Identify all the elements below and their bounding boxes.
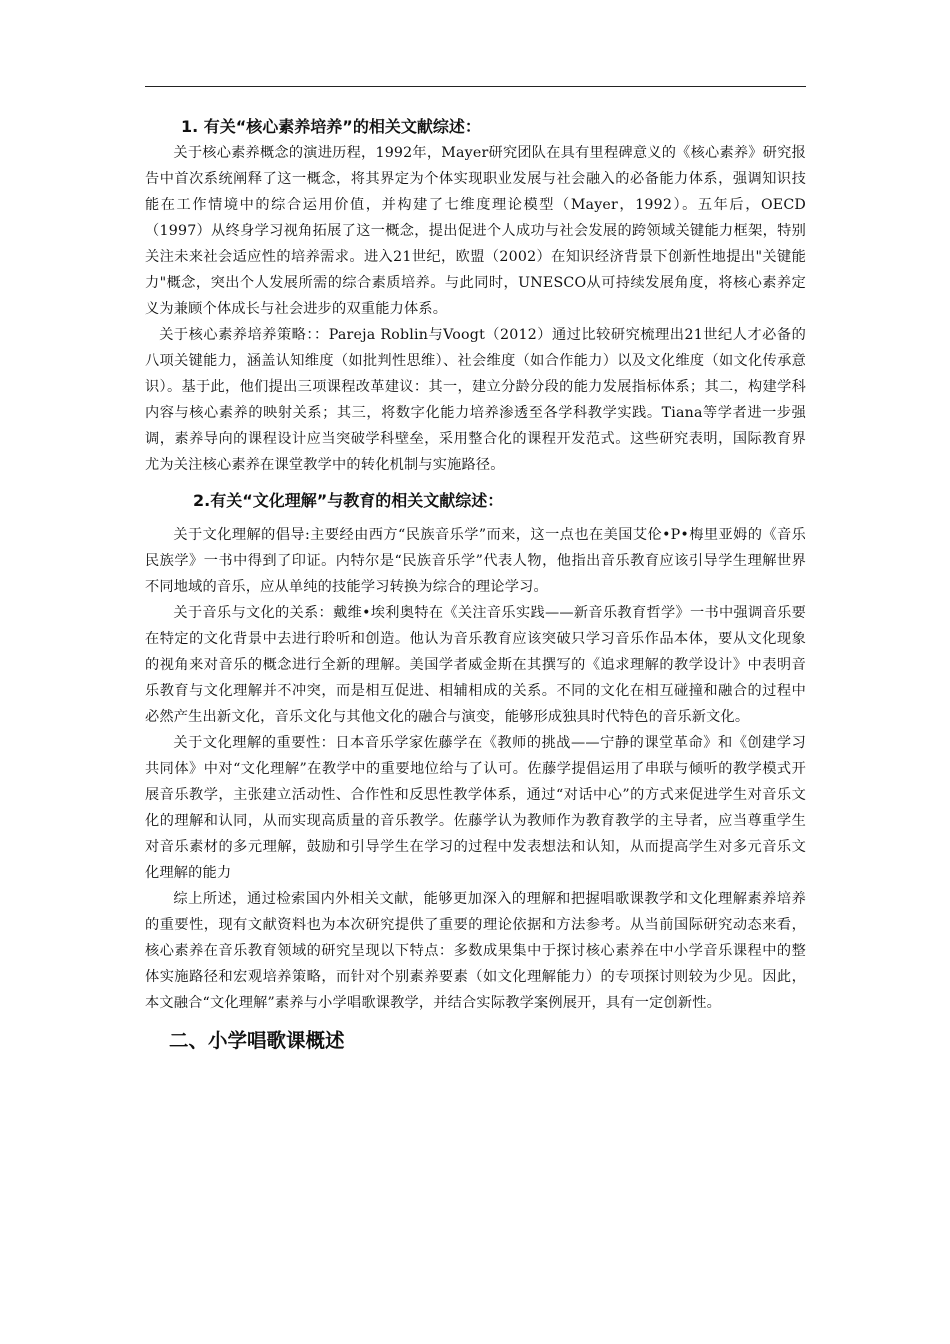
section-2-paragraph-2: 关于音乐与文化的关系：戴维•埃利奥特在《关注音乐实践——新音乐教育哲学》一书中强调音乐要在特定的文化背景中去进行聆听和创造。他认为音乐教育应该突破只学习音乐作品本体，要从文化现象的视角来对音乐的概念进行全新的理解。美国学者威金斯在其撰写的《追求理解的教学设计》中表明音乐教育与文化理解并不冲突，而是相互促进、相辅相成的关系。不同的文化在相互碰撞和融合的过程中必然产生出新文化，音乐文化与其他文化的融合与演变，能够形成独具时代特色的音乐新文化。 (145, 605, 806, 725)
section-2-paragraph-1: 关于文化理解的倡导:主要经由西方“民族音乐学”而来，这一点也在美国艾伦•P•梅里亚姆的《音乐民族学》一书中得到了印证。内特尔是“民族音乐学”代表人物，他指出音乐教育应该引导学生理解世界不同地域的音乐，应从单纯的技能学习转换为综合的理论学习。 (145, 527, 806, 595)
section-1-heading: 1. 有关“核心素养培养”的相关文献综述： (181, 117, 481, 136)
section-2-paragraph-4: 综上所述，通过检索国内外相关文献，能够更加深入的理解和把握唱歌课教学和文化理解素养培养的重要性，现有文献资料也为本次研究提供了重要的理论依据和方法参考。从当前国际研究动态来看，核心素养在音乐教育领域的研究呈现以下特点：多数成果集中于探讨核心素养在中小学音乐课程中的整体实施路径和宏观培养策略，而针对个别素养要素（如文化理解能力）的专项探讨则较为少见。因此，本文融合“文化理解”素养与小学唱歌课教学，并结合实际教学案例展开，具有一定创新性。 (145, 891, 806, 1011)
section-1-paragraph-1: 关于核心素养概念的演进历程，1992年，Mayer研究团队在具有里程碑意义的《核心素养》研究报告中首次系统阐释了这一概念，将其界定为个体实现职业发展与社会融入的必备能力体系，强调知识技能在工作情境中的综合运用价值，并构建了七维度理论模型（Mayer，1992）。五年后，OECD（1997）从终身学习视角拓展了这一概念，提出促进个人成功与社会发展的跨领域关键能力框架，特别关注未来社会适应性的培养需求。进入21世纪，欧盟（2002）在知识经济背景下创新性地提出"关键能力"概念，突出个人发展所需的综合素质培养。与此同时，UNESCO从可持续发展角度，将核心素养定义为兼顾个体成长与社会进步的双重能力体系。 (145, 145, 806, 317)
section-1-paragraph-2: 关于核心素养培养策略：：Pareja Roblin与Voogt（2012）通过比较研究梳理出21世纪人才必备的八项关键能力，涵盖认知维度（如批判性思维）、社会维度（如合作能力）以及文化维度（如文化传承意识）。基于此，他们提出三项课程改革建议：其一，建立分龄分段的能力发展指标体系；其二，构建学科内容与核心素养的映射关系；其三，将数字化能力培养渗透至各学科教学实践。Tiana等学者进一步强调，素养导向的课程设计应当突破学科壁垒，采用整合化的课程开发范式。这些研究表明，国际教育界尤为关注核心素养在课堂教学中的转化机制与实施路径。 (145, 327, 806, 473)
document-body (145, 114, 806, 1056)
chapter-2-heading: 二、小学唱歌课概述 (169, 1029, 345, 1052)
header-rule (145, 86, 806, 87)
section-2-heading: 2.有关“文化理解”与教育的相关文献综述： (193, 491, 504, 510)
section-2-paragraph-3: 关于文化理解的重要性：日本音乐学家佐藤学在《教师的挑战——宁静的课堂革命》和《创建学习共同体》中对“文化理解”在教学中的重要地位给与了认可。佐藤学提倡运用了串联与倾听的教学模式开展音乐教学，主张建立活动性、合作性和反思性教学体系，通过“对话中心”的方式来促进学生对音乐文化的理解和认同，从而实现高质量的音乐教学。佐藤学认为教师作为教育教学的主导者，应当尊重学生对音乐素材的多元理解，鼓励和引导学生在学习的过程中发表想法和认知，从而提高学生对多元音乐文化理解的能力 (145, 735, 806, 881)
